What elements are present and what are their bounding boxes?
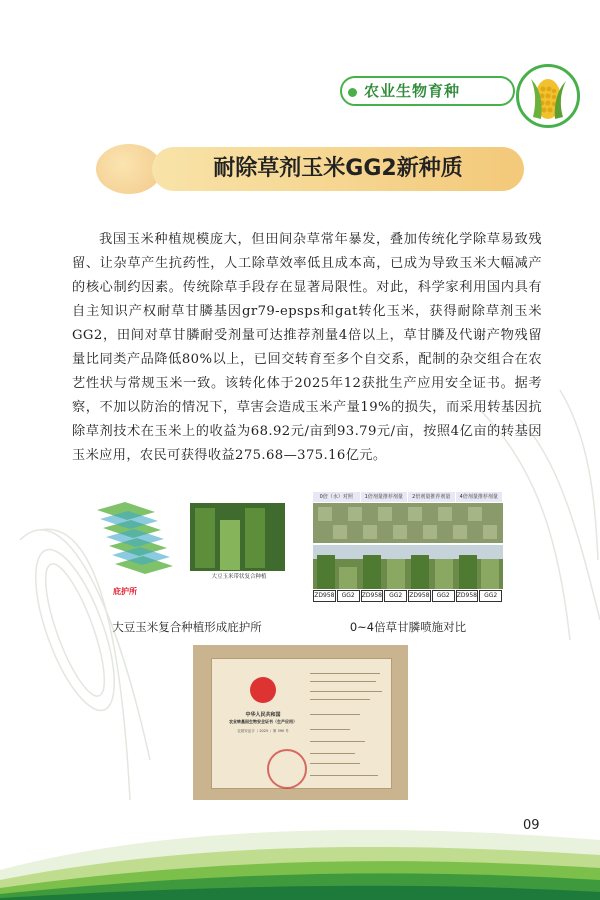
certificate-text-line: [310, 691, 382, 692]
certificate-text-line: [310, 753, 355, 754]
national-emblem-icon: [250, 677, 276, 703]
certificate-number: 农基安证字（ 2025 ）第 390 号: [237, 729, 289, 733]
dose-label: 2倍剂量推荐剂量: [408, 492, 456, 502]
glyphosate-comparison-figure: [313, 492, 503, 604]
section-badge: [330, 70, 592, 114]
biosafety-certificate-photo: [193, 645, 408, 800]
intercropping-photo-caption: 大豆玉米带状复合种植: [211, 574, 267, 580]
body-paragraph: 我国玉米种植规模庞大，但田间杂草常年暴发，叠加传统化学除草易致残留、让杂草产生抗药性，人工除草效率低且成本高，已成为导致玉米大幅减产的核心制约因素。传统除草手段存在显著局限性。对此，科学家利用国内具有自主知识产权耐草甘膦基因gr79-epsps和gat转化玉米，获得耐除草剂玉米GG2，田间对草甘膦耐受剂量可达推荐剂量4倍以上，草甘膦及代谢产物残留量比同类产品降低80%以上，已回交转育至多个自交系，配制的杂交组合在农艺性状与常规玉米一致。该转化体于2025年12获批生产应用安全证书。据考察，不加以防治的情况下，草害会造成玉米产量19%的损失，而采用转基因抗除草剂技术在玉米上的收益为68.92元/亩到93.79元/亩，按照4亿亩的转基因玉米应用，农民可获得收益275.68—375.16亿元。: [72, 232, 542, 463]
certificate-text-line: [310, 763, 360, 764]
variety-label: GG2: [479, 590, 502, 602]
corn-icon: [516, 64, 580, 128]
dose-label: 1倍剂量推荐剂量: [361, 492, 409, 502]
official-seal-icon: [267, 749, 307, 789]
aerial-field-photo: [313, 503, 503, 543]
certificate-text-line: [310, 681, 376, 682]
intercropping-figure: [95, 500, 285, 612]
certificate-text-line: [310, 699, 370, 700]
certificate-subheading: 农业转基因生物安全证书（生产应用）: [229, 719, 297, 724]
certificate-text-line: [310, 673, 380, 674]
certificate-text-line: [310, 729, 350, 730]
dose-label: 0倍（水）对照: [313, 492, 361, 502]
certificate-paper: [211, 658, 392, 789]
variety-label: ZD958: [361, 590, 384, 602]
glyphosate-comparison-caption: 0~4倍草甘膦喷施对比: [349, 620, 467, 634]
page-title: 耐除草剂玉米GG2新种质: [213, 156, 463, 181]
variety-label: ZD958: [408, 590, 431, 602]
variety-label: GG2: [384, 590, 407, 602]
variety-label: GG2: [337, 590, 360, 602]
dose-label-row: [313, 492, 503, 502]
dose-label: 4倍剂量推荐剂量: [456, 492, 504, 502]
section-badge-pill: [340, 76, 515, 106]
footer-wave-decoration: [0, 810, 600, 900]
page-number: 09: [523, 818, 540, 833]
shelter-label: 庇护所: [113, 587, 137, 596]
bullet-dot-icon: [348, 88, 357, 97]
certificate-heading: 中华人民共和国: [245, 712, 281, 718]
variety-label-row: [313, 590, 503, 602]
ground-field-photo: [313, 545, 503, 589]
certificate-text-line: [310, 775, 378, 776]
certificate-text-line: [310, 714, 360, 715]
variety-label: GG2: [432, 590, 455, 602]
variety-label: ZD958: [456, 590, 479, 602]
variety-label: ZD958: [313, 590, 336, 602]
certificate-text-line: [310, 741, 365, 742]
section-badge-label: 农业生物育种: [364, 82, 461, 100]
intercropping-caption: 大豆玉米复合种植形成庇护所: [112, 620, 262, 634]
